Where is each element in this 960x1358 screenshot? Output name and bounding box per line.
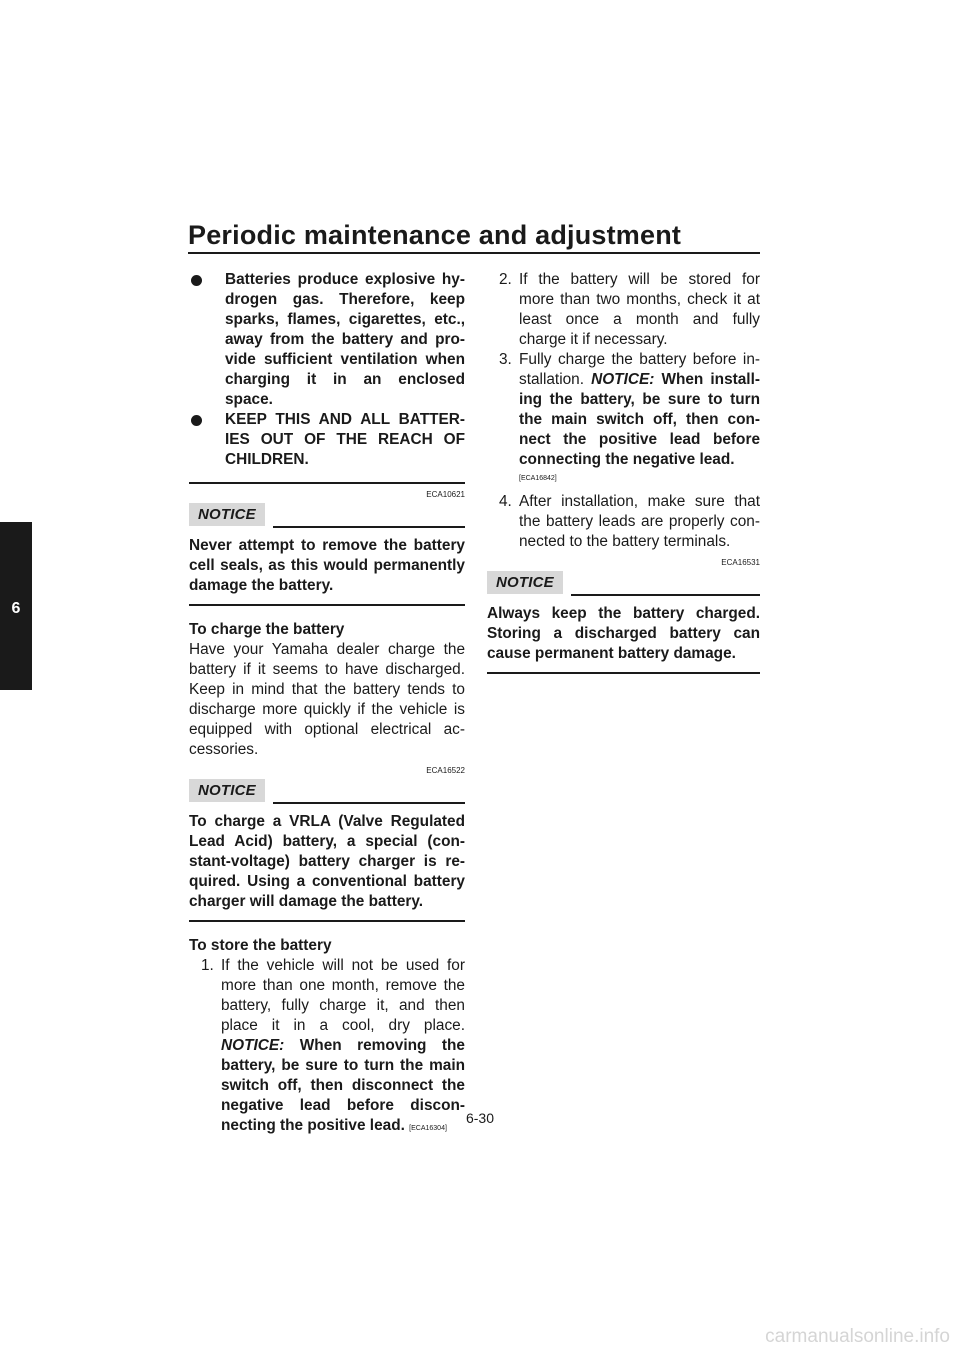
warning-bullet-text: Batteries produce explosive hy-drogen gas. Therefore, keep sparks, flames, cigarettes, etc., away from the battery and pro-vide sufficient ventilation when charging it in an enclosed space. xyxy=(225,271,465,408)
title-rule xyxy=(188,252,760,254)
notice-reference: [ECA16842] xyxy=(519,475,557,482)
warning-end-rule xyxy=(189,482,465,484)
notice-code: ECA16531 xyxy=(721,558,760,567)
notice-text: To charge a VRLA (Valve Regulated Lead Acid) battery, a special (con-stant-voltage) battery charger is re-quired. Using a conventional battery charger will damage the battery. xyxy=(189,813,465,910)
step-text: Fully charge the battery before in-stallation. xyxy=(519,351,760,388)
bullet-icon xyxy=(191,275,202,286)
step-number: 2. xyxy=(499,271,512,288)
notice-reference: [ECA16304] xyxy=(409,1125,447,1132)
bullet-icon xyxy=(191,415,202,426)
watermark: carmanualsonline.info xyxy=(765,1326,950,1347)
numbered-step xyxy=(487,492,760,552)
notice-badge: NOTICE xyxy=(189,503,265,526)
page-title: Periodic maintenance and adjustment xyxy=(188,220,682,250)
notice-end-rule xyxy=(189,920,465,922)
notice-rule xyxy=(273,802,465,804)
step-text: If the battery will be stored for more than two months, check it at least once a month and fully charge it if necessary. xyxy=(519,271,760,348)
notice-text: Always keep the battery charged. Storing a discharged battery can cause permanent battery damage. xyxy=(487,605,760,662)
left-column xyxy=(189,270,465,1139)
step-number: 3. xyxy=(499,351,512,368)
chapter-tab-label: 6 xyxy=(11,600,21,617)
notice-badge: NOTICE xyxy=(487,571,563,594)
inline-notice-text: When removing the battery, be sure to turn the main switch off, then disconnect the negative lead before discon-necting the positive lead. xyxy=(221,1037,465,1134)
warning-bullet xyxy=(189,410,465,470)
notice-header xyxy=(487,570,760,596)
warning-bullet xyxy=(189,270,465,410)
section-heading-charge: To charge the battery xyxy=(189,621,345,638)
warning-bullet-text: KEEP THIS AND ALL BATTER-IES OUT OF THE REACH OF CHILDREN. xyxy=(225,411,465,468)
numbered-step xyxy=(189,956,465,1139)
step-number: 1. xyxy=(201,957,214,974)
inline-notice-text: When install-ing the battery, be sure to turn the main switch off, then con-nect the positive lead before connecting the negative lead. xyxy=(519,371,760,468)
page-number: 6-30 xyxy=(465,1110,495,1126)
notice-code: ECA10621 xyxy=(426,490,465,499)
numbered-step xyxy=(487,270,760,350)
notice-code: ECA16522 xyxy=(426,766,465,775)
step-number: 4. xyxy=(499,493,512,510)
notice-text: Never attempt to remove the battery cell seals, as this would permanently damage the battery. xyxy=(189,537,465,594)
inline-notice-label: NOTICE: xyxy=(221,1037,285,1054)
notice-header xyxy=(189,502,465,528)
inline-notice-label: NOTICE: xyxy=(591,371,655,388)
section-heading-store: To store the battery xyxy=(189,937,332,954)
notice-header xyxy=(189,778,465,804)
right-column xyxy=(487,270,760,674)
notice-badge: NOTICE xyxy=(189,779,265,802)
charge-paragraph: Have your Yamaha dealer charge the battery if it seems to have discharged. Keep in mind that the battery tends to discharge more quickly if the vehicle is equipped with optional electrical ac-cessories. xyxy=(189,641,465,758)
notice-end-rule xyxy=(189,604,465,606)
notice-end-rule xyxy=(487,672,760,674)
step-text: After installation, make sure that the battery leads are properly con-nected to the battery terminals. xyxy=(519,493,760,550)
numbered-step xyxy=(487,350,760,470)
notice-rule xyxy=(571,594,760,596)
notice-rule xyxy=(273,526,465,528)
step-text: If the vehicle will not be used for more than one month, remove the battery, fully charge it, and then place it in a cool, dry place. xyxy=(221,957,465,1034)
